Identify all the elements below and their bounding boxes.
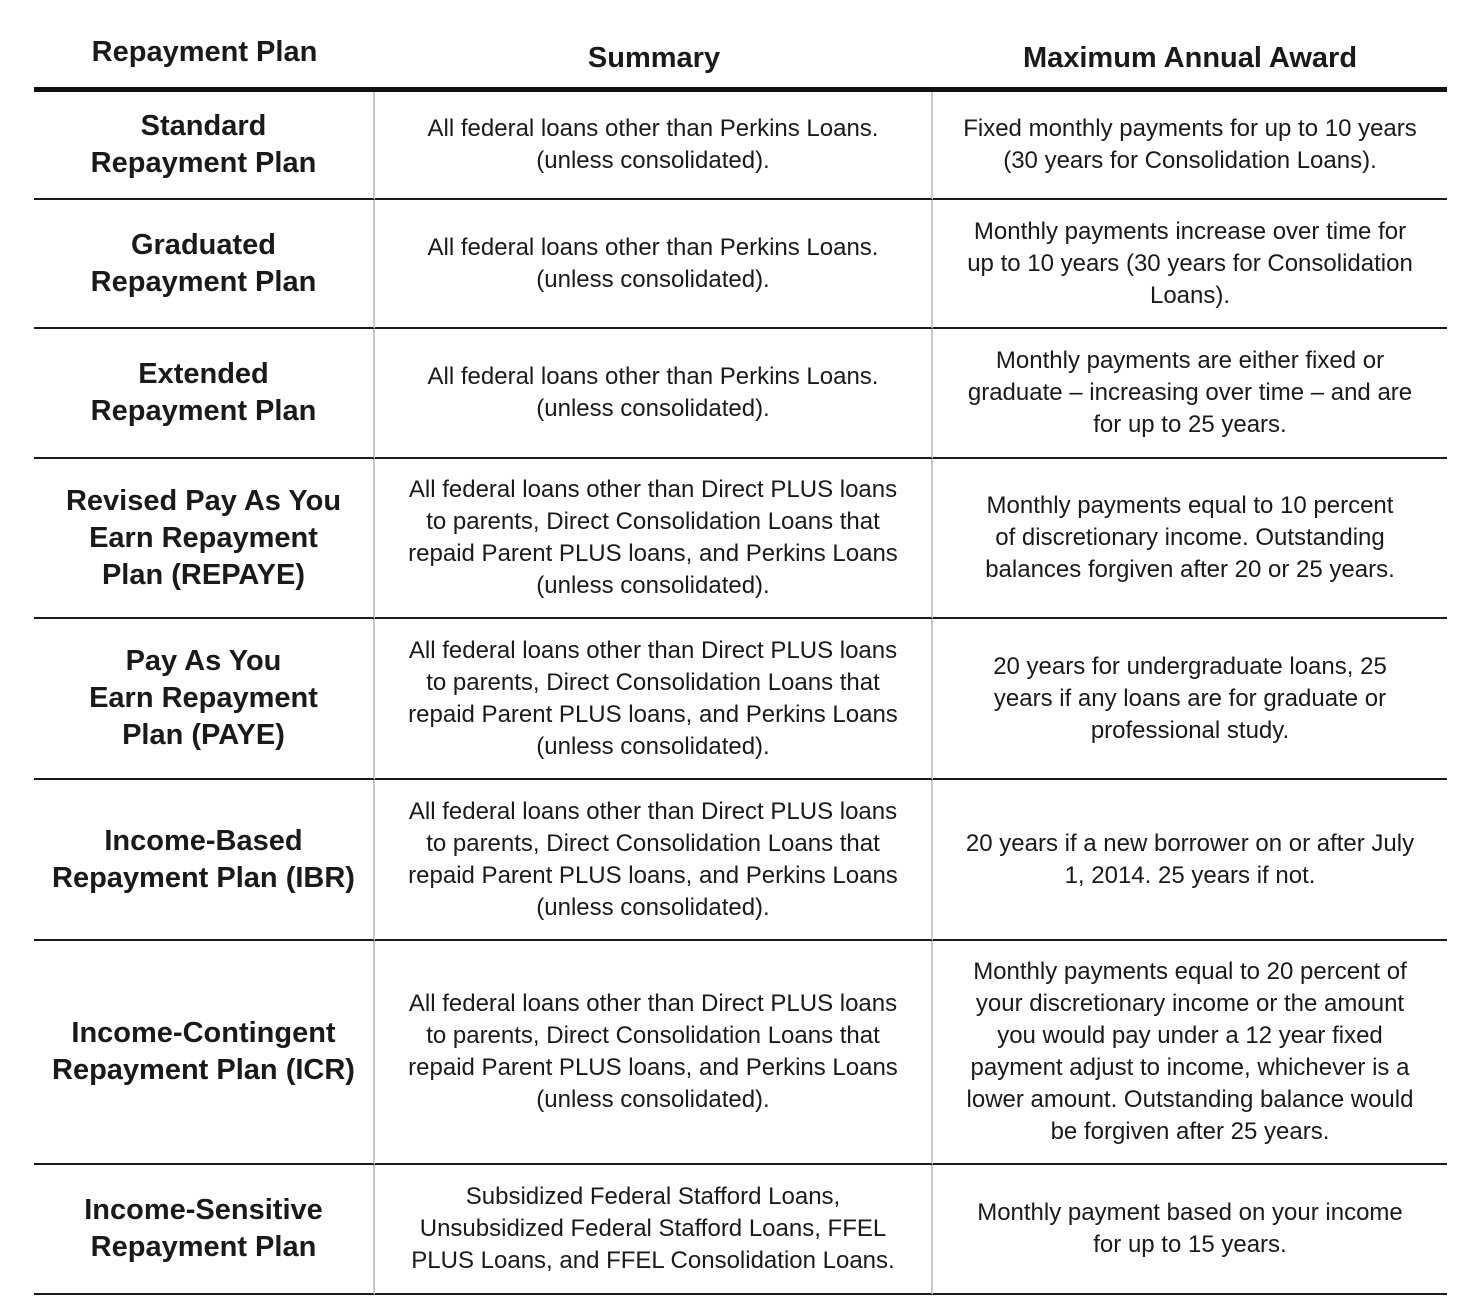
row-icr-plan-name — [34, 941, 375, 1165]
summary-text: All federal loans other than Perkins Loans. (unless consolidated). — [427, 363, 879, 422]
summary-text: All federal loans other than Perkins Loans. (unless consolidated). — [427, 233, 879, 293]
award-text: 20 years if a new borrower on or after July 1, 2014. 25 years if not. — [965, 829, 1415, 889]
summary-text: Subsidized Federal Stafford Loans, Unsubsidized Federal Stafford Loans, FFEL PLUS Loans, and FFEL Consolidation Loans. — [411, 1183, 895, 1274]
header-summary — [375, 0, 933, 92]
header-maximum-annual-award — [933, 0, 1447, 92]
summary-text: All federal loans other than Direct PLUS loans to parents, Direct Consolidation Loans that repaid Parent PLUS loans, and Perkins Loans (unless consolidated). — [408, 797, 898, 921]
header-repayment-plan-label: Repayment Plan — [91, 36, 318, 68]
row-paye-summary — [375, 619, 933, 780]
row-paye-plan-name — [34, 619, 375, 780]
row-ibr-award — [933, 780, 1447, 941]
award-text: Fixed monthly payments for up to 10 years (30 years for Consolidation Loans). — [963, 115, 1417, 174]
award-text: Monthly payments equal to 10 percent of discretionary income. Outstanding balances forgiven after 20 or 25 years. — [985, 492, 1395, 583]
row-icr-award — [933, 941, 1447, 1165]
plan-name: Standard Repayment Plan — [90, 110, 317, 179]
plan-name: Income-Contingent Repayment Plan (ICR) — [52, 1017, 355, 1086]
award-text: 20 years for undergraduate loans, 25 years if any loans are for graduate or professional study. — [993, 652, 1387, 744]
row-repaye-award — [933, 459, 1447, 619]
row-extended-plan-name — [34, 329, 375, 459]
row-icr-summary — [375, 941, 933, 1165]
award-text: Monthly payment based on your income for up to 15 years. — [977, 1199, 1403, 1258]
row-graduated-plan-name — [34, 200, 375, 329]
row-graduated-award — [933, 200, 1447, 329]
row-income-sensitive-plan-name — [34, 1165, 375, 1295]
header-summary-label: Summary — [587, 42, 721, 74]
row-standard-plan-name — [34, 92, 375, 200]
plan-name: Income-Based Repayment Plan (IBR) — [52, 824, 355, 894]
award-text: Monthly payments equal to 20 percent of your discretionary income or the amount you would pay under a 12 year fixed payment adjust to income, whichever is a lower amount. Outstanding balance would be forgiven after 25 years. — [966, 958, 1414, 1145]
row-ibr-plan-name — [34, 780, 375, 941]
summary-text: All federal loans other than Direct PLUS loans to parents, Direct Consolidation Loans that repaid Parent PLUS loans, and Perkins Loans (unless consolidated). — [408, 476, 898, 599]
award-text: Monthly payments increase over time for up to 10 years (30 years for Consolidation Loans). — [967, 217, 1413, 309]
row-income-sensitive-summary — [375, 1165, 933, 1295]
row-standard-award — [933, 92, 1447, 200]
row-income-sensitive-award — [933, 1165, 1447, 1295]
plan-name: Graduated Repayment Plan — [90, 228, 317, 298]
plan-name: Income-Sensitive Repayment Plan — [84, 1194, 323, 1263]
plan-name: Revised Pay As You Earn Repayment Plan (REPAYE) — [65, 484, 342, 591]
row-graduated-summary — [375, 200, 933, 329]
summary-text: All federal loans other than Direct PLUS loans to parents, Direct Consolidation Loans that repaid Parent PLUS loans, and Perkins Loans (unless consolidated). — [408, 990, 898, 1113]
header-repayment-plan — [34, 0, 375, 92]
row-paye-award — [933, 619, 1447, 780]
row-repaye-summary — [375, 459, 933, 619]
row-standard-summary — [375, 92, 933, 200]
row-extended-award — [933, 329, 1447, 459]
header-maximum-annual-award-label: Maximum Annual Award — [1022, 42, 1358, 74]
summary-text: All federal loans other than Perkins Loans. (unless consolidated). — [427, 115, 879, 174]
plan-name: Extended Repayment Plan — [90, 358, 317, 427]
row-repaye-plan-name — [34, 459, 375, 619]
summary-text: All federal loans other than Direct PLUS loans to parents, Direct Consolidation Loans that repaid Parent PLUS loans, and Perkins Loans (unless consolidated). — [408, 636, 898, 760]
repayment-plans-table — [34, 0, 1447, 1295]
row-ibr-summary — [375, 780, 933, 941]
row-extended-summary — [375, 329, 933, 459]
plan-name: Pay As You Earn Repayment Plan (PAYE) — [89, 645, 318, 751]
award-text: Monthly payments are either fixed or graduate – increasing over time – and are for up to 25 years. — [967, 347, 1413, 438]
